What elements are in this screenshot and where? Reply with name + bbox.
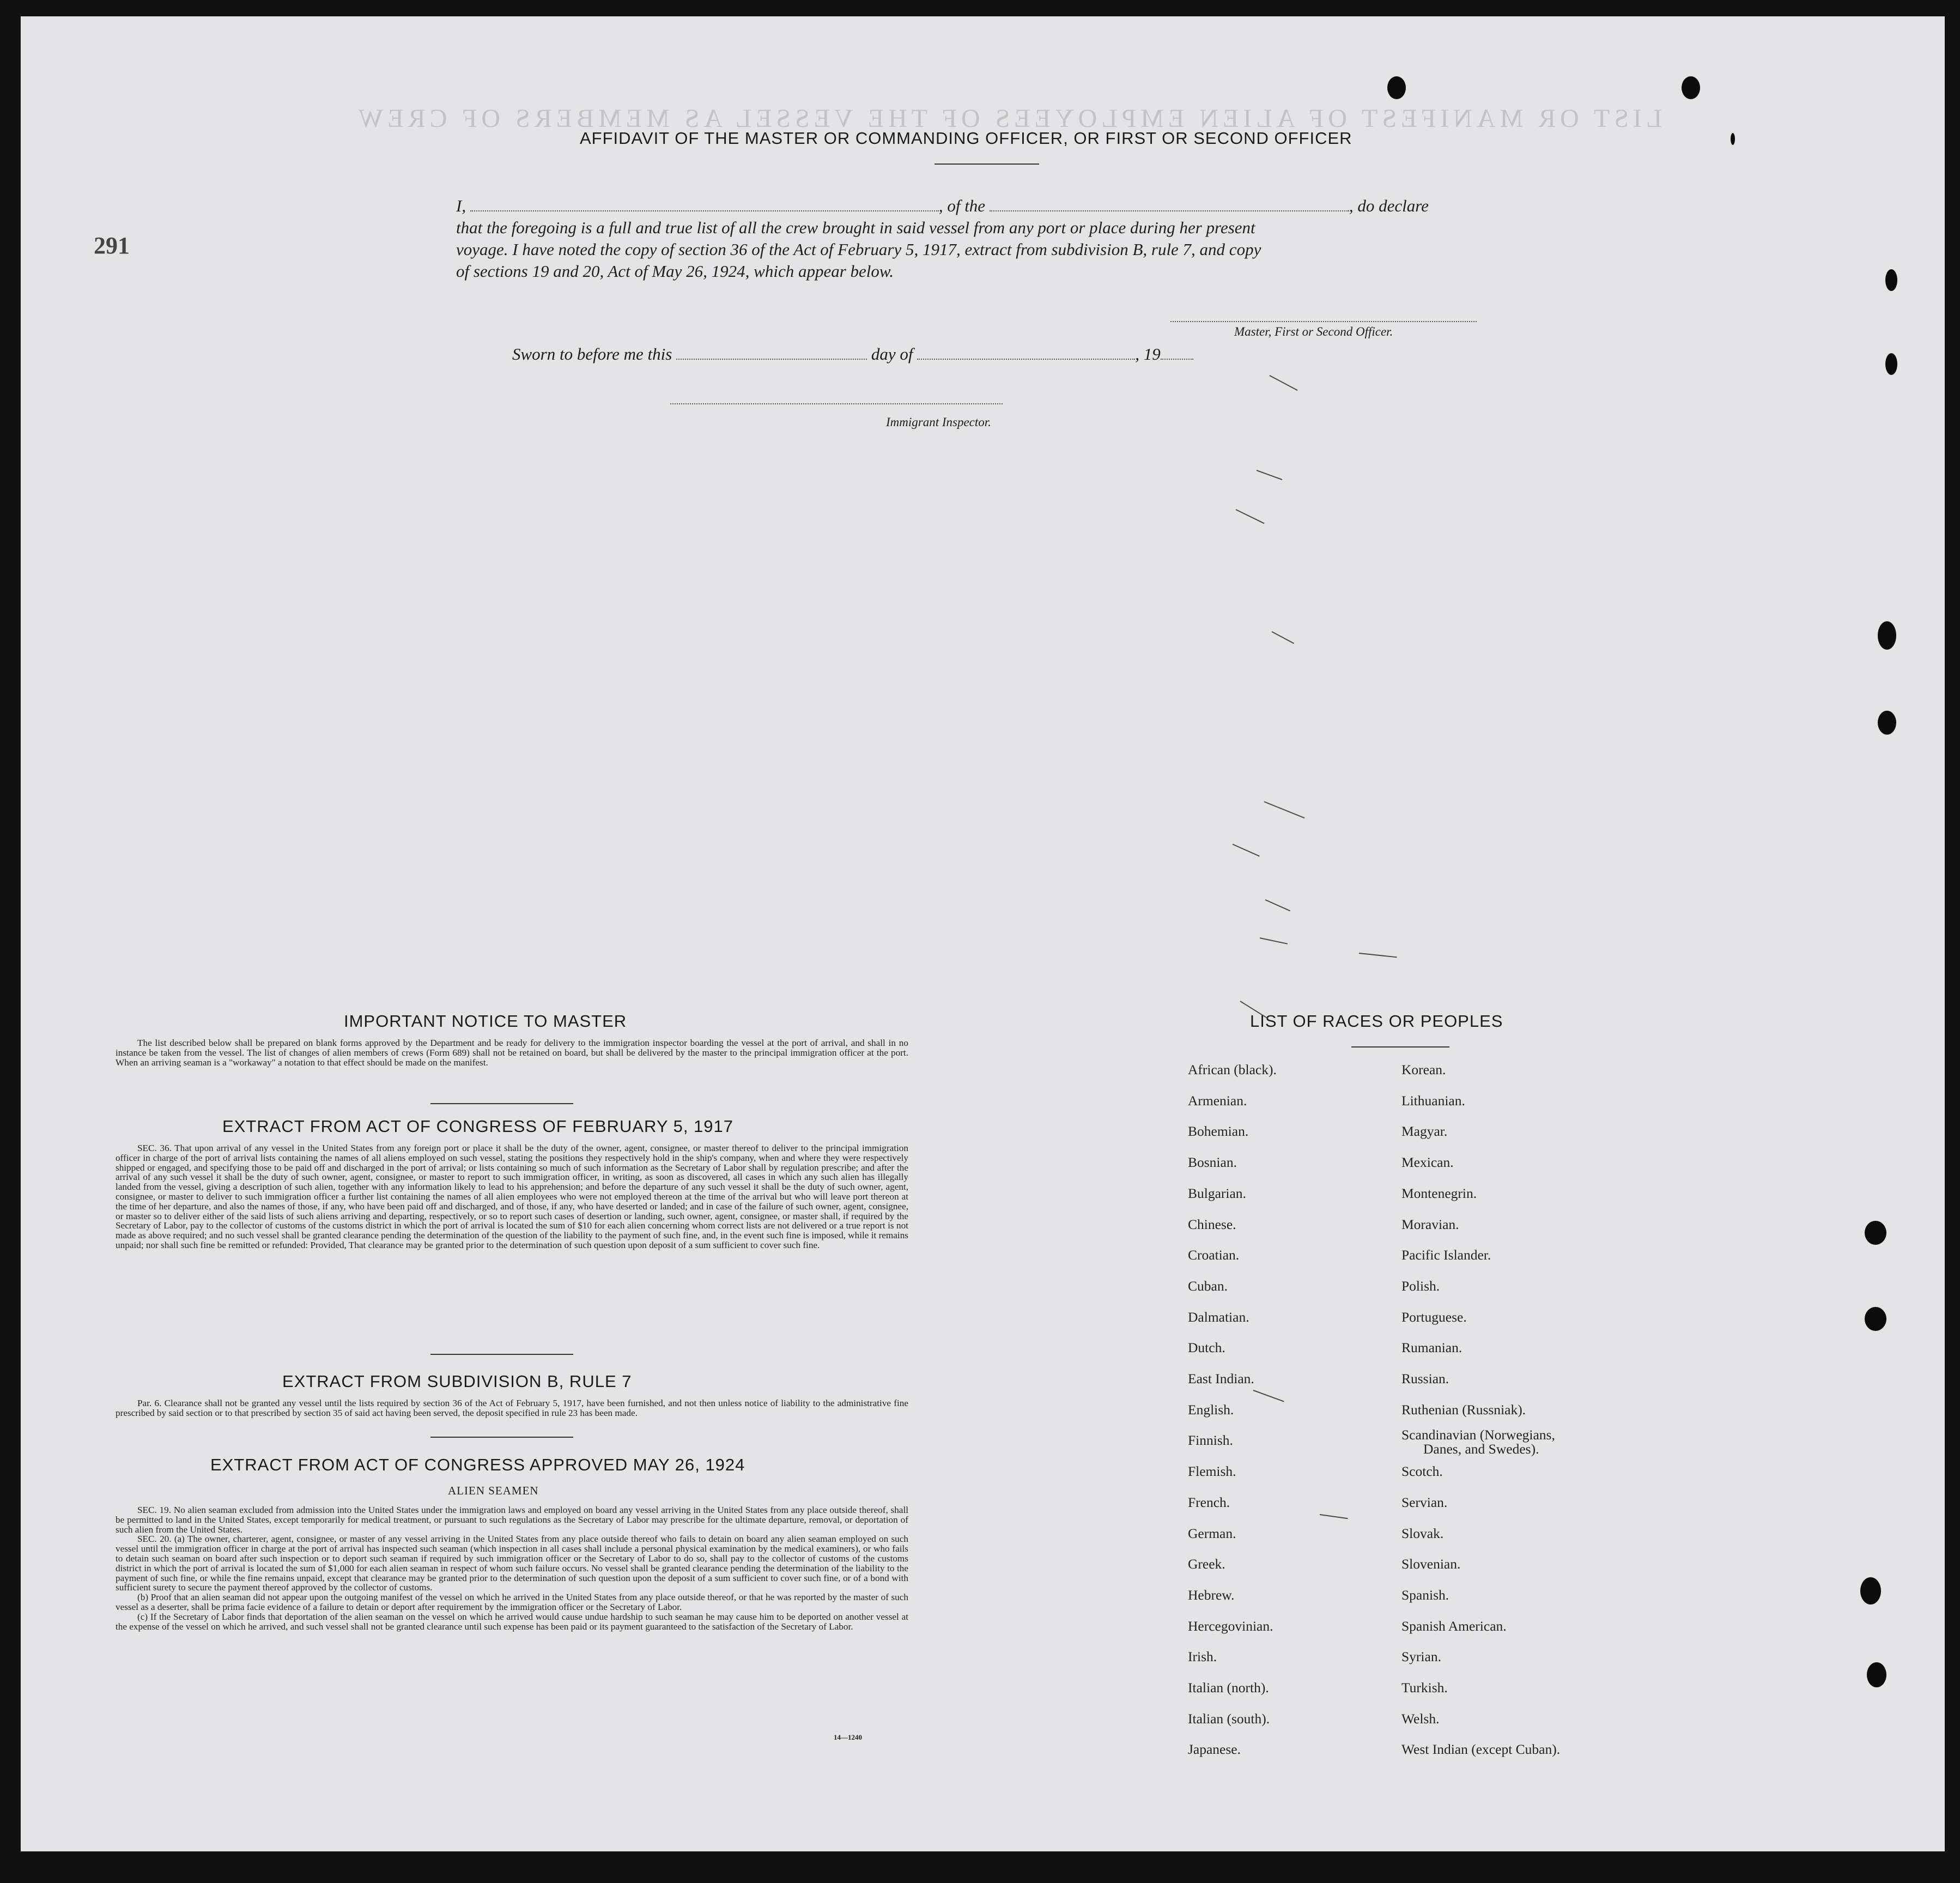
margin-note: 291 [94, 232, 130, 259]
extract-1924-heading: EXTRACT FROM ACT OF CONGRESS APPROVED MAY 26, 1924 [210, 1455, 745, 1474]
race-item: Flemish. [1188, 1463, 1236, 1480]
divider [430, 1437, 573, 1438]
affidavit-heading: AFFIDAVIT OF THE MASTER OR COMMANDING OFFICER, OR FIRST OR SECOND OFFICER [580, 129, 1352, 148]
affidavit-line-3: voyage. I have noted the copy of section 36 of the Act of February 5, 1917, extract from subdivision B, rule 7, and copy [456, 240, 1261, 259]
rule-7-paragraph: Par. 6. Clearance shall not be granted any vessel until the lists required by section 36 of the Act of February 5, 1917, have been furnished, and not then unless notice of liability to the administrative fine prescribed by said section or to that prescribed by section 35 of said act having been served, the deposit specified in rule 23 has been made. [116, 1398, 908, 1418]
notice-heading: IMPORTANT NOTICE TO MASTER [344, 1012, 627, 1031]
section-20a-paragraph: SEC. 20. (a) The owner, charterer, agent, consignee, or master of any vessel arriving in the United States from any place outside thereof who fails to detain on board any alien seaman employed on such vessel until the immigration officer in charge at the port of arrival has inspected such seaman (which inspection in all cases shall include a personal physical examination by the medical examiners), or who fails to detain such seaman on board after such inspection or to deport such seaman if required by such immigration officer or the Secretary of Labor to do so, shall pay to the collector of customs of the customs district in which the port of arrival is located the sum of $1,000 for each alien seaman in respect of whom such failure occurs. No vessel shall be granted clearance pending the determination of the liability to the payment of such fine, or while the fine remains unpaid, except that clearance may be granted prior to the determination of such question upon the deposit of a sum sufficient to cover such fine, or of a bond with sufficient surety to secure the payment thereof approved by the collector of customs. [116, 1534, 908, 1593]
divider [430, 1103, 573, 1104]
race-item: Bulgarian. [1188, 1185, 1246, 1201]
race-item: Polish. [1401, 1277, 1440, 1294]
affidavit-text [456, 195, 1513, 282]
race-item: Montenegrin. [1401, 1185, 1477, 1201]
race-item: Slovenian. [1401, 1556, 1461, 1572]
race-item: Turkish. [1401, 1680, 1448, 1696]
affidavit-line-4: of sections 19 and 20, Act of May 26, 1924, which appear below. [456, 262, 894, 281]
sworn-year-blank [1161, 348, 1193, 360]
race-item: Chinese. [1188, 1216, 1236, 1232]
race-item: English. [1188, 1401, 1234, 1418]
race-item: Ruthenian (Russniak). [1401, 1401, 1526, 1418]
do-declare-text: , do declare [1349, 196, 1429, 215]
notice-paragraph: The list described below shall be prepared on blank forms approved by the Department and be ready for delivery to the immigration inspector boarding the vessel at the port of arrival, and shall in no instance be taken from the vessel. The list of changes of alien members of crews (Form 689) shall not be retained on board, but shall be delivered by the master to the principal immigration officer at the port. When an arriving seaman is a "workaway" a notation to that effect should be made on the manifest. [116, 1038, 908, 1068]
punch-hole [1387, 76, 1406, 99]
race-item: West Indian (except Cuban). [1401, 1741, 1561, 1758]
year-prefix: , 19 [1135, 344, 1161, 364]
affidavit-line-2: that the foregoing is a full and true list of all the crew brought in said vessel from any port or place during her present [456, 218, 1255, 237]
race-item: Spanish. [1401, 1587, 1449, 1603]
races-heading: LIST OF RACES OR PEOPLES [1250, 1012, 1503, 1031]
race-item: Lithuanian. [1401, 1092, 1465, 1109]
race-item: Portuguese. [1401, 1309, 1467, 1325]
race-item: African (black). [1188, 1062, 1277, 1077]
race-item: Magyar. [1401, 1123, 1448, 1140]
race-item: Rumanian. [1401, 1340, 1463, 1356]
extract-rule7-text [116, 1398, 908, 1418]
divider [935, 164, 1039, 165]
race-item: Mexican. [1401, 1154, 1454, 1171]
race-item: Russian. [1401, 1371, 1449, 1386]
section-20c-paragraph: (c) If the Secretary of Labor finds that deportation of the alien seaman on the vessel on which he arrived would cause undue hardship to such seaman he may cause him to be deported on another vessel at the expense of the vessel on which he arrived, and such vessel shall not be granted clearance until such expense has been paid or its payment guaranteed to the satisfaction of the Secretary of Labor. [116, 1611, 908, 1632]
declaration-intro: I, [456, 196, 466, 215]
section-19-paragraph: SEC. 19. No alien seaman excluded from admission into the United States under the immigration laws and employed on board any vessel arriving in the United States from any place outside thereof, shall be permitted to land in the United States, except temporarily for medical treatment, or pursuant to such regulations as the Secretary of Labor may prescribe for the ultimate departure, removal, or deportation of such alien from the United States. [116, 1505, 908, 1535]
race-item-continuation: Danes, and Swedes). [1423, 1441, 1539, 1457]
affidavit-line-1 [456, 195, 1513, 217]
vessel-name-blank [990, 199, 1349, 211]
alien-seamen-subheading: ALIEN SEAMEN [448, 1484, 539, 1497]
punch-hole [1865, 1307, 1886, 1331]
race-item: Croatian. [1188, 1247, 1240, 1263]
extract-1917-heading: EXTRACT FROM ACT OF CONGRESS OF FEBRUARY 5, 1917 [222, 1117, 734, 1136]
punch-hole [1885, 269, 1897, 291]
race-item: Cuban. [1188, 1277, 1228, 1294]
punch-hole [1878, 621, 1896, 650]
race-item: East Indian. [1188, 1371, 1254, 1386]
extract-1924-text [116, 1505, 908, 1631]
extract-1917-text [116, 1143, 908, 1250]
punch-hole [1682, 76, 1700, 99]
race-item: Bosnian. [1188, 1154, 1237, 1171]
of-the-text: , of the [938, 196, 986, 215]
race-item: Dutch. [1188, 1340, 1225, 1356]
bleed-through-header: LIST OR MANIFEST OF ALIEN EMPLOYEES OF THE VESSEL AS MEMBERS OF CREW [354, 104, 1662, 133]
divider [430, 1354, 573, 1355]
race-item: Armenian. [1188, 1092, 1247, 1109]
divider [1351, 1046, 1449, 1048]
punch-hole [1885, 353, 1897, 375]
race-item: Scotch. [1401, 1463, 1443, 1480]
race-item: Moravian. [1401, 1216, 1459, 1232]
sworn-month-blank [917, 348, 1135, 360]
section-20b-paragraph: (b) Proof that an alien seaman did not appear upon the outgoing manifest of the vessel on which he arrived in the United States from any place outside thereof, or that he was reported by the master of such vessel as a deserter, shall be prima facie evidence of a failure to detain or deport after requirement by the immigration officer or the Secretary of Labor. [116, 1592, 908, 1612]
sworn-day-blank [676, 348, 867, 360]
race-item: Greek. [1188, 1556, 1225, 1572]
punch-hole [1878, 711, 1896, 735]
race-item: Slovak. [1401, 1525, 1444, 1541]
sworn-line [512, 344, 1193, 364]
race-item: Syrian. [1401, 1649, 1441, 1665]
inspector-signature-line [670, 403, 1003, 404]
officer-name-blank [470, 199, 939, 211]
race-item: Japanese. [1188, 1741, 1241, 1758]
race-item: Irish. [1188, 1649, 1217, 1665]
punch-hole [1860, 1577, 1881, 1605]
master-signature-line [1170, 321, 1477, 322]
punch-hole [1731, 133, 1735, 145]
race-item: Scandinavian (Norwegians, [1401, 1427, 1555, 1443]
race-item: Pacific Islander. [1401, 1247, 1491, 1263]
extract-rule7-heading: EXTRACT FROM SUBDIVISION B, RULE 7 [282, 1372, 632, 1391]
race-item: Italian (south). [1188, 1710, 1270, 1727]
race-item: Finnish. [1188, 1432, 1233, 1449]
master-signature-label: Master, First or Second Officer. [1234, 325, 1393, 338]
punch-hole [1865, 1221, 1886, 1245]
race-item: German. [1188, 1525, 1236, 1541]
race-item: French. [1188, 1494, 1230, 1510]
race-item: Welsh. [1401, 1710, 1440, 1727]
inspector-signature-label: Immigrant Inspector. [886, 415, 991, 429]
race-item: Hebrew. [1188, 1587, 1235, 1603]
punch-hole [1867, 1662, 1886, 1687]
form-number: 14—1240 [834, 1733, 862, 1741]
race-item: Italian (north). [1188, 1680, 1269, 1696]
section-36-paragraph: SEC. 36. That upon arrival of any vessel in the United States from any foreign port or place it shall be the duty of the owner, agent, consignee, or master thereof to deliver to the principal immigration officer in charge of the port of arrival lists containing the names of all aliens employed on such vessel, stating the positions they respectively hold in the ship's company, when and where they were respectively shipped or engaged, and specifying those to be paid off and discharged in the port of arrival; or lists containing so much of such information as the Secretary of Labor shall by regulation prescribe; and after the arrival of any such vessel it shall be the duty of such owner, agent, consignee, or master to report to such immigration officer, in writing, as soon as discovered, all cases in which any such alien has illegally landed from the vessel, giving a description of such alien, together with any information likely to lead to his apprehension; and before the departure of any such vessel it shall be the duty of such owner, agent, consignee, or master to deliver to such immigration officer a further list containing the names of all alien employees who were not employed thereon at the time of the arrival but who will leave port thereon at the time of her departure, and also the names of those, if any, who have been paid off and discharged, and of those, if any, who have deserted or landed; and in case of the failure of such owner, agent, consignee, or master so to deliver either of the said lists of such aliens arriving and departing, respectively, or so to report such cases of desertion or landing, such owner, agent, consignee, or master shall, if required by the Secretary of Labor, pay to the collector of customs of the customs district in which the port of arrival is located the sum of $10 for each alien concerning whom correct lists are not delivered or a true report is not made as above required; and no such vessel shall be granted clearance pending the determination of the question of the liability to the payment of such fine, and, in the event such fine is imposed, while it remains unpaid; nor shall such fine be remitted or refunded: Provided, That clearance may be granted prior to the determination of such question upon deposit of a sum sufficient to cover such fine. [116, 1143, 908, 1250]
race-item: Bohemian. [1188, 1123, 1249, 1140]
notice-text [116, 1038, 908, 1067]
race-item: Spanish American. [1401, 1618, 1507, 1634]
sworn-text: Sworn to before me this [512, 344, 672, 364]
race-item: Korean. [1401, 1062, 1446, 1077]
race-item: Hercegovinian. [1188, 1618, 1273, 1634]
race-item: Servian. [1401, 1494, 1448, 1510]
day-of-text: day of [871, 344, 913, 364]
race-item: Dalmatian. [1188, 1309, 1249, 1325]
